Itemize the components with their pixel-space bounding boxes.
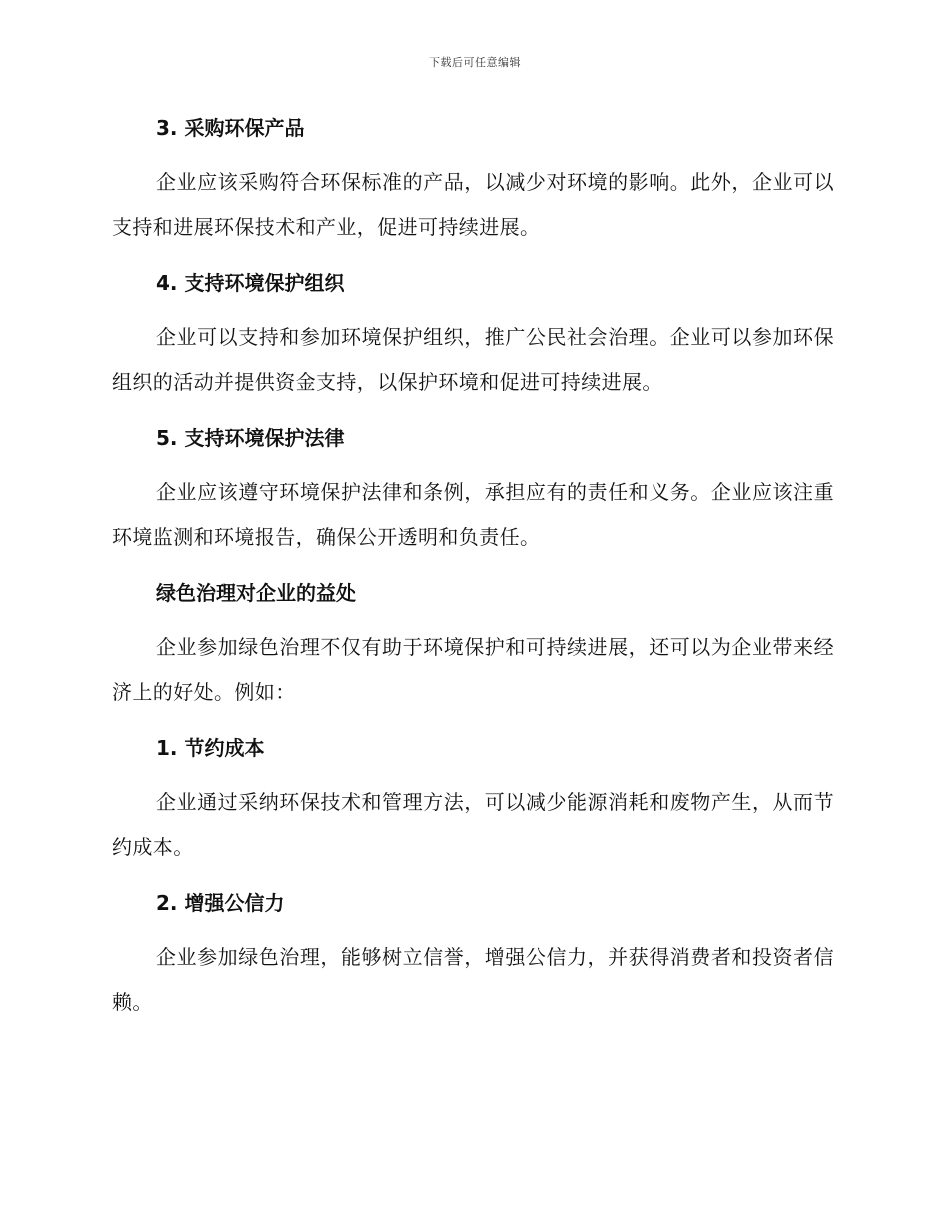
- paragraph-credibility: 企业参加绿色治理，能够树立信誉，增强公信力，并获得消费者和投资者信赖。: [112, 945, 834, 1014]
- section-heading-credibility: 2. 增强公信力: [156, 891, 285, 915]
- section-heading-save-cost: 1. 节约成本: [156, 736, 265, 760]
- paragraph-support-law: 企业应该遵守环境保护法律和条例，承担应有的责任和义务。企业应该注重环境监测和环境报告，确保公开透明和负责任。: [112, 480, 834, 549]
- section-heading-procurement: 3. 采购环保产品: [156, 116, 305, 140]
- section-heading-benefits: 绿色治理对企业的益处: [156, 581, 356, 605]
- paragraph-support-org: 企业可以支持和参加环境保护组织，推广公民社会治理。企业可以参加环保组织的活动并提供资金支持，以保护环境和促进可持续进展。: [112, 325, 834, 394]
- paragraph-save-cost: 企业通过采纳环保技术和管理方法，可以减少能源消耗和废物产生，从而节约成本。: [112, 790, 834, 859]
- document-body: [112, 110, 834, 1025]
- section-heading-support-org: 4. 支持环境保护组织: [156, 271, 345, 295]
- paragraph-procurement: 企业应该采购符合环保标准的产品，以减少对环境的影响。此外，企业可以支持和进展环保技术和产业，促进可持续进展。: [112, 170, 834, 239]
- section-heading-support-law: 5. 支持环境保护法律: [156, 426, 345, 450]
- paragraph-benefits: 企业参加绿色治理不仅有助于环境保护和可持续进展，还可以为企业带来经济上的好处。例如：: [112, 635, 834, 704]
- page-header: 下载后可任意编辑: [429, 56, 521, 69]
